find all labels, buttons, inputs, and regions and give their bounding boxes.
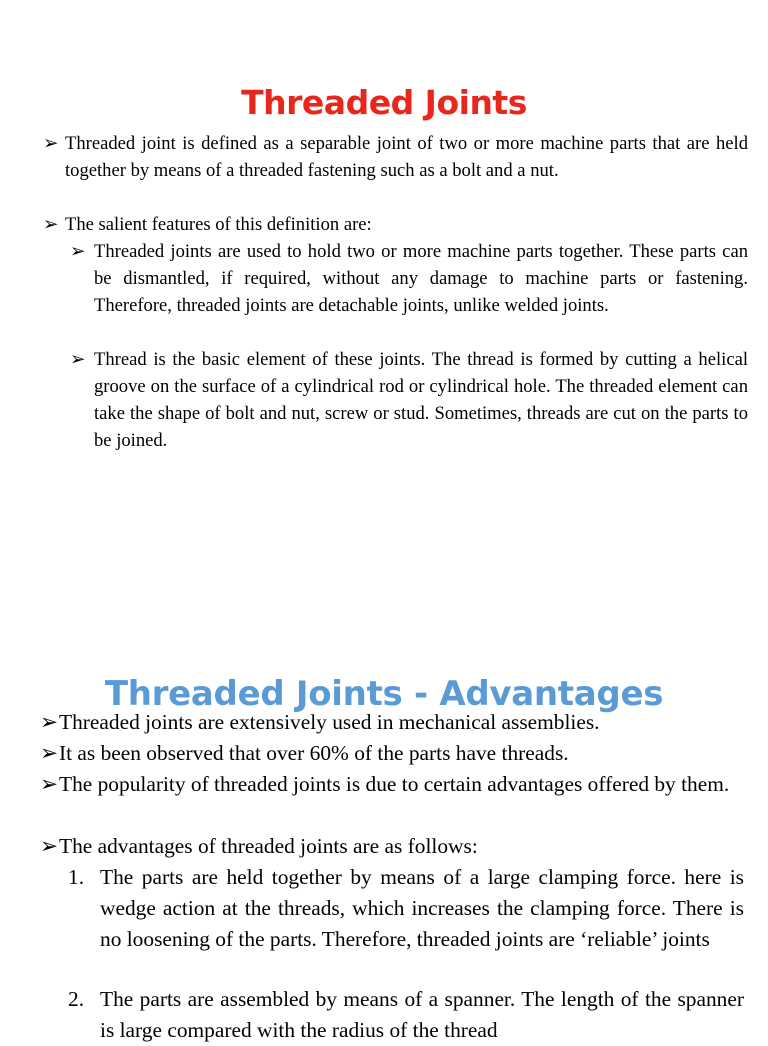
arrow-bullet-icon: ➢ [70,349,86,370]
item-number: 1. [68,865,85,889]
bullet-text: Threaded joints are extensively used in mechanical assemblies. [59,710,600,734]
bullet-text: The advantages of threaded joints are as follows: [59,834,478,858]
bullet-text: Threaded joint is defined as a separable joint of two or more machine parts that are held together by means of a threaded fastening such as a bolt and a nut. [65,133,748,181]
slide-title: Threaded Joints - Advantages [104,674,664,714]
sub-bullet-text: Threaded joints are used to hold two or more machine parts together. These parts can be dismantled, if required, without any damage to machine parts or fastening. Therefore, threaded joints are detachable joints, unlike welded joints. [94,241,748,316]
arrow-bullet-icon: ➢ [40,834,58,858]
bullet-text: The popularity of threaded joints is due to certain advantages offered by them. [59,772,730,796]
slide-title: Threaded Joints [241,83,527,122]
numbered-text: The parts are assembled by means of a spanner. The length of the spanner is large compared with the radius of the thread [100,987,744,1042]
sub-bullet-text: Thread is the basic element of these joints. The thread is formed by cutting a helical groove on the surface of a cylindrical rod or cylindrical hole. The threaded element can take the shape of bolt and nut, screw or stud. Sometimes, threads are cut on the parts to be joined. [94,349,748,451]
bullet-text: It as been observed that over 60% of the parts have threads. [59,741,569,765]
bullet-item [43,130,748,184]
bullet-item [40,831,744,862]
numbered-item [68,984,744,1046]
arrow-bullet-icon: ➢ [40,772,58,796]
bullet-text: The salient features of this definition are: [65,214,372,235]
numbered-text: The parts are held together by means of a large clamping force. here is wedge action at the threads, which increases the clamping force. There is no loosening of the parts. Therefore, threaded joints are ‘reliable’ joints [100,865,744,951]
slide-threaded-joints [0,0,768,500]
arrow-bullet-icon: ➢ [43,214,59,235]
arrow-bullet-icon: ➢ [40,741,58,765]
arrow-bullet-icon: ➢ [43,133,59,154]
slide-threaded-joints-advantages [0,500,768,1042]
bullet-item [43,211,748,238]
item-number: 2. [68,987,85,1011]
sub-bullet-item [70,238,748,319]
bullet-item [40,707,744,738]
arrow-bullet-icon: ➢ [40,710,58,734]
bullet-item [40,769,744,800]
numbered-item [68,862,744,955]
bullet-item [40,738,744,769]
arrow-bullet-icon: ➢ [70,241,86,262]
sub-bullet-item [70,346,748,454]
